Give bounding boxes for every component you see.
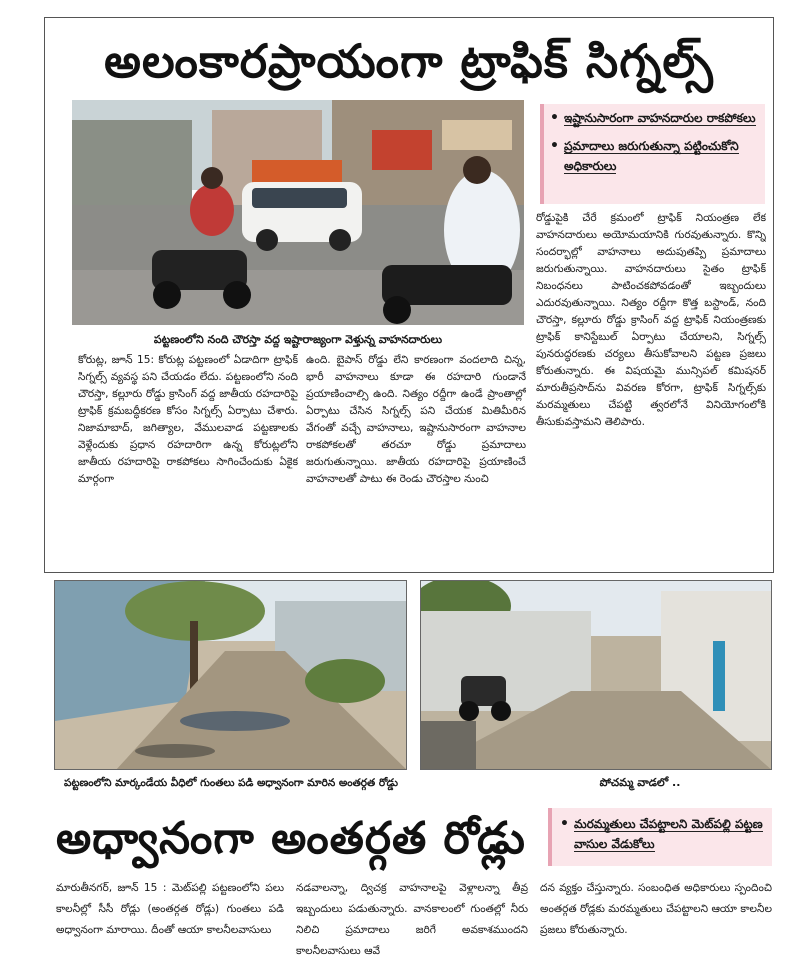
- top-right-column: రోడ్డుపైకి చేరే క్రమంలో ట్రాఫిక్ నియంత్రణ లేక వాహనదారులు అయోమయానికి గురవుతున్నారు. కొన్ని సందర్భాల్లో వాహనాలు అదుపుతప్పి ప్రమాదాలు జరుగుతున్నాయి. వాహనదారులు సైతం ట్రాఫిక్ నిబంధనలు పాటించకపోవడంతో ఇబ్బందులు ఎదురవుతున్నాయి. నిత్యం రద్దీగా కొత్త బస్టాండ్, నంది చౌరస్తా, కల్లూరు రోడ్డు క్రాసింగ్ వద్ద ట్రాఫిక్ నియంత్రణకు ట్రాఫిక్ కానిస్టేబుల్ ఏర్పాటు చేయాలని, సిగ్నల్స్ పునరుద్ధరణకు చర్యలు తీసుకోవాలని పట్టణ ప్రజలు కోరుతున్నారు. ఈ విషయమై మున్సిపల్ కమిషనర్ మారుతీప్రసాద్‌ను వివరణ కోరగా, ట్రాఫిక్ సిగ్నల్స్‌కు మరమ్మతులు చేపట్టి త్వరలోనే వినియోగంలోకి తీసుకువస్తామని తెలిపారు.: [536, 212, 766, 428]
- bottom-headline: అధ్వానంగా అంతర్గత రోడ్లు: [56, 813, 526, 864]
- top-photo-caption: పట్టణంలోని నంది చౌరస్తా వద్ద ఇష్టారాజ్యంగా వెళ్తున్న వాహనదారులు: [153, 333, 443, 346]
- highlight-item: • ఇష్టానుసారంగా వాహనదారుల రాకపోకలు: [546, 108, 761, 128]
- highlight-item: • ప్రమాదాలు జరుగుతున్నా పట్టించుకోని అధికారులు: [546, 136, 761, 176]
- top-column-2: ఉంది. బైపాస్ రోడ్డు లేని కారణంగా వందలాది చిన్న, భారీ వాహనాలు కూడా ఈ రహదారి గుండానే ప్రయాణించాల్సి ఉంది. నిత్యం రద్దీగా ఉండే ప్రాంతాల్లో ఏర్పాటు చేసిన సిగ్నల్స్ పని చేయక మితిమీరిన వేగంతో వచ్చే వాహనాలు, ఇష్టానుసారంగా వాహనాల రాకపోకలతో తరచూ రోడ్డు ప్రమాదాలు జరుగుతున్నాయి. జాతీయ రహదారిపై ప్రయాణించే వాహనాలతో పాటు ఈ రెండు చౌరస్తాల నుంచి: [306, 354, 526, 485]
- top-column-1: కోరుట్ల, జూన్ 15: కోరుట్ల పట్టణంలో ఏడాదిగా ట్రాఫిక్ సిగ్నల్స్ వ్యవస్థ పని చేయడం లేదు. పట్టణంలోని నంది చౌరస్తా, కల్లూరు రోడ్డు క్రాసింగ్ వద్ద జాతీయ రహదారిపై ట్రాఫిక్ క్రమబద్ధీకరణ కోసం సిగ్నల్స్ ఏర్పాటు చేశారు. నిజామాబాద్, జగిత్యాల, వేములవాడ పట్టణాలకు వెళ్లేందుకు ప్రధాన రహదారిగా ఉన్న కోరుట్లలోని జాతీయ రహదారిపై రాకపోకలు సాగించేందుకు ఏకైక మార్గంగా: [78, 354, 298, 485]
- bottom-column-1: మారుతీనగర్, జూన్ 15 : మెట్‌పల్లి పట్టణంలోని పలు కాలనీల్లో సీసీ రోడ్లు (అంతర్గత రోడ్లు) గుంతలు పడి అధ్వానంగా మారాయి. దీంతో ఆయా కాలనీలవాసులు: [56, 882, 284, 936]
- bottom-photo1-caption: పట్టణంలోని మార్కండేయ వీధిలో గుంతలు పడి అధ్వానంగా మారిన అంతర్గత రోడ్డు: [64, 777, 398, 789]
- damaged-road-photo-1: [54, 580, 407, 770]
- bottom-column-2: నడవాలన్నా, ద్విచక్ర వాహనాలపై వెళ్లాలన్నా తీవ్ర ఇబ్బందులు పడుతున్నారు. వానకాలంలో గుంతల్లో నీరు నిలిచి ప్రమాదాలు జరిగే అవకాశముందని కాలనీలవాసులు ఆవే: [296, 882, 528, 957]
- bottom-highlight-box: [548, 808, 772, 866]
- traffic-junction-photo: [72, 100, 524, 325]
- highlight-item: • మరమ్మతులు చేపట్టాలని మెట్‌పల్లి పట్టణ వాసుల వేడుకోలు: [556, 814, 768, 854]
- bottom-column-3: దన వ్యక్తం చేస్తున్నారు. సంబంధిత అధికారులు స్పందించి అంతర్గత రోడ్లకు మరమ్మతులు చేపట్టాలని ఆయా కాలనీల ప్రజలు కోరుతున్నారు.: [540, 882, 772, 936]
- top-highlights-box: [540, 104, 765, 204]
- bottom-photo2-caption: పోచమ్మ వాడలో ..: [599, 776, 681, 789]
- damaged-road-photo-2: [420, 580, 772, 770]
- top-headline: అలంకారప్రాయంగా ట్రాఫిక్ సిగ్నల్స్: [104, 34, 714, 88]
